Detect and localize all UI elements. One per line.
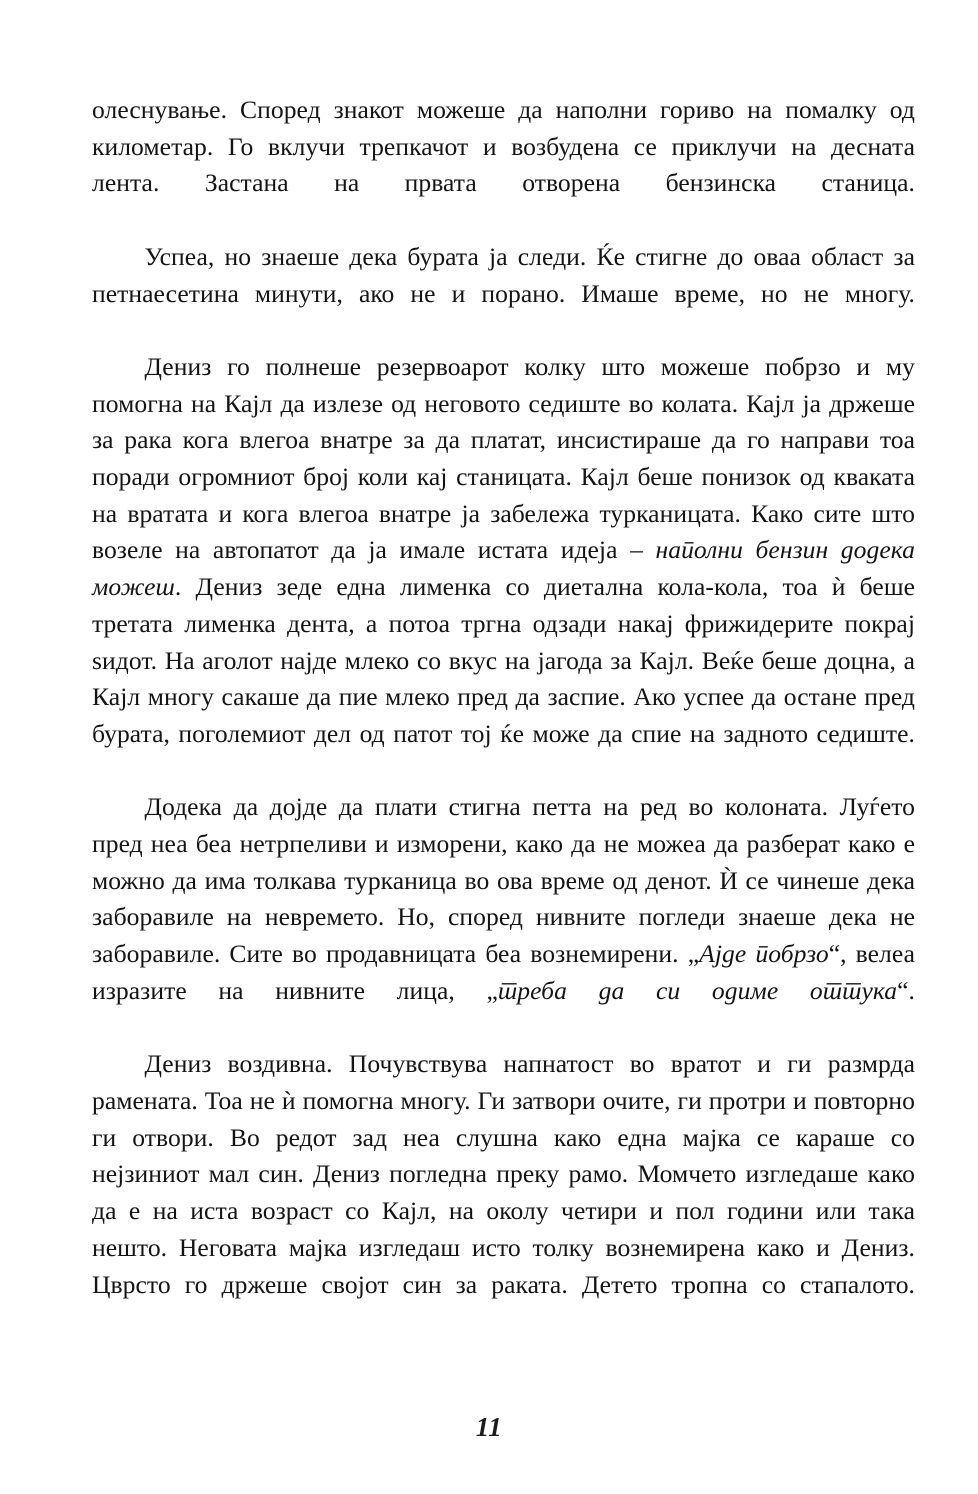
text-run-roman: олеснување. Според знакот можеше да наполни гориво на помалку од километар. Го вклучи трепкачот и возбудена се приклучи на десната лента. Застана на првата отворена бензинска станица. [92, 95, 915, 198]
text-run-italic-quote-2: треба да си одиме оттука [497, 975, 898, 1005]
close-quote-mark: “. [897, 975, 915, 1005]
text-run-roman: Додека да дојде да плати стигна петта на ред во колоната. Луѓето пред неа беа нетрпеливи и изморени, како да не можеа да разберат како е можно да има толкава турканица во ова време од денот. Ѝ се чинеше дека заборавиле на невремето. Но, според нивните погледи знаеше дека не заборавиле. Сите во продавницата беа вознемирени. [92, 792, 915, 969]
text-run-roman: Успеа, но знаеше дека бурата ја следи. Ќе стигне до оваа област за петнаесетина минути, ако не и порано. Имаше време, но не многу. [92, 241, 915, 308]
page-text-block [92, 92, 915, 1340]
text-run-roman: Дениз го полнеше резервоарот колку што можеше побрзо и му помогна на Кајл да излезе од неговото седиште во колата. Кајл ја држеше за рака кога влегоа внатре за да платат, инсистираше да го направи тоа поради огромниот број коли кај станицата. Кајл беше понизок од кваката на вратата и кога влегоа внатре ја забележа турканицата. Како сите што возеле на автопатот да ја имале истата идеја – [92, 351, 915, 565]
paragraph-5 [92, 1046, 915, 1340]
paragraph-2 [92, 239, 915, 349]
paragraph-1 [92, 92, 915, 239]
paragraph-4 [92, 789, 915, 1046]
text-run-roman: Дениз воздивна. Почувствува напнатост во вратот и ги размрда рамената. Тоа не ѝ помогна многу. Ги затвори очите, ги протри и повторно ги отвори. Во редот зад неа слушна како една мајка се караше со нејзиниот мал син. Дениз погледна преку рамо. Момчето изгледаше како да е на иста возраст со Кајл, на околу четири и пол години или така нешто. Неговата мајка изгледаш исто толку вознемирена како и Дениз. Цврсто го држеше својот син за раката. Детето тропна со стапалото. [92, 1049, 915, 1299]
open-quote-mark: „ [687, 939, 700, 969]
text-run-roman: . Дениз зеде една лименка со диетална кола-кола, тоа ѝ беше третата лименка дента, а потоа тргна одзади накај фрижидерите покрај ѕидот. На аголот најде млеко со вкус на јагода за Кајл. Веќе беше доцна, а Кајл многу сакаше да пие млеко пред да заспие. Ако успее да остане пред бурата, поголемиот дел од патот тој ќе може да спие на задното седиште. [92, 572, 915, 748]
paragraph-3 [92, 349, 915, 789]
text-run-italic-quote-1: Ајде побрзо [699, 939, 829, 969]
text-run-roman: “, велеа изразите на нивните лица, „ [92, 939, 916, 1005]
text-run-italic-emphasis: наполни бензин додека можеш [92, 535, 915, 602]
page-number: 11 [475, 1412, 503, 1442]
